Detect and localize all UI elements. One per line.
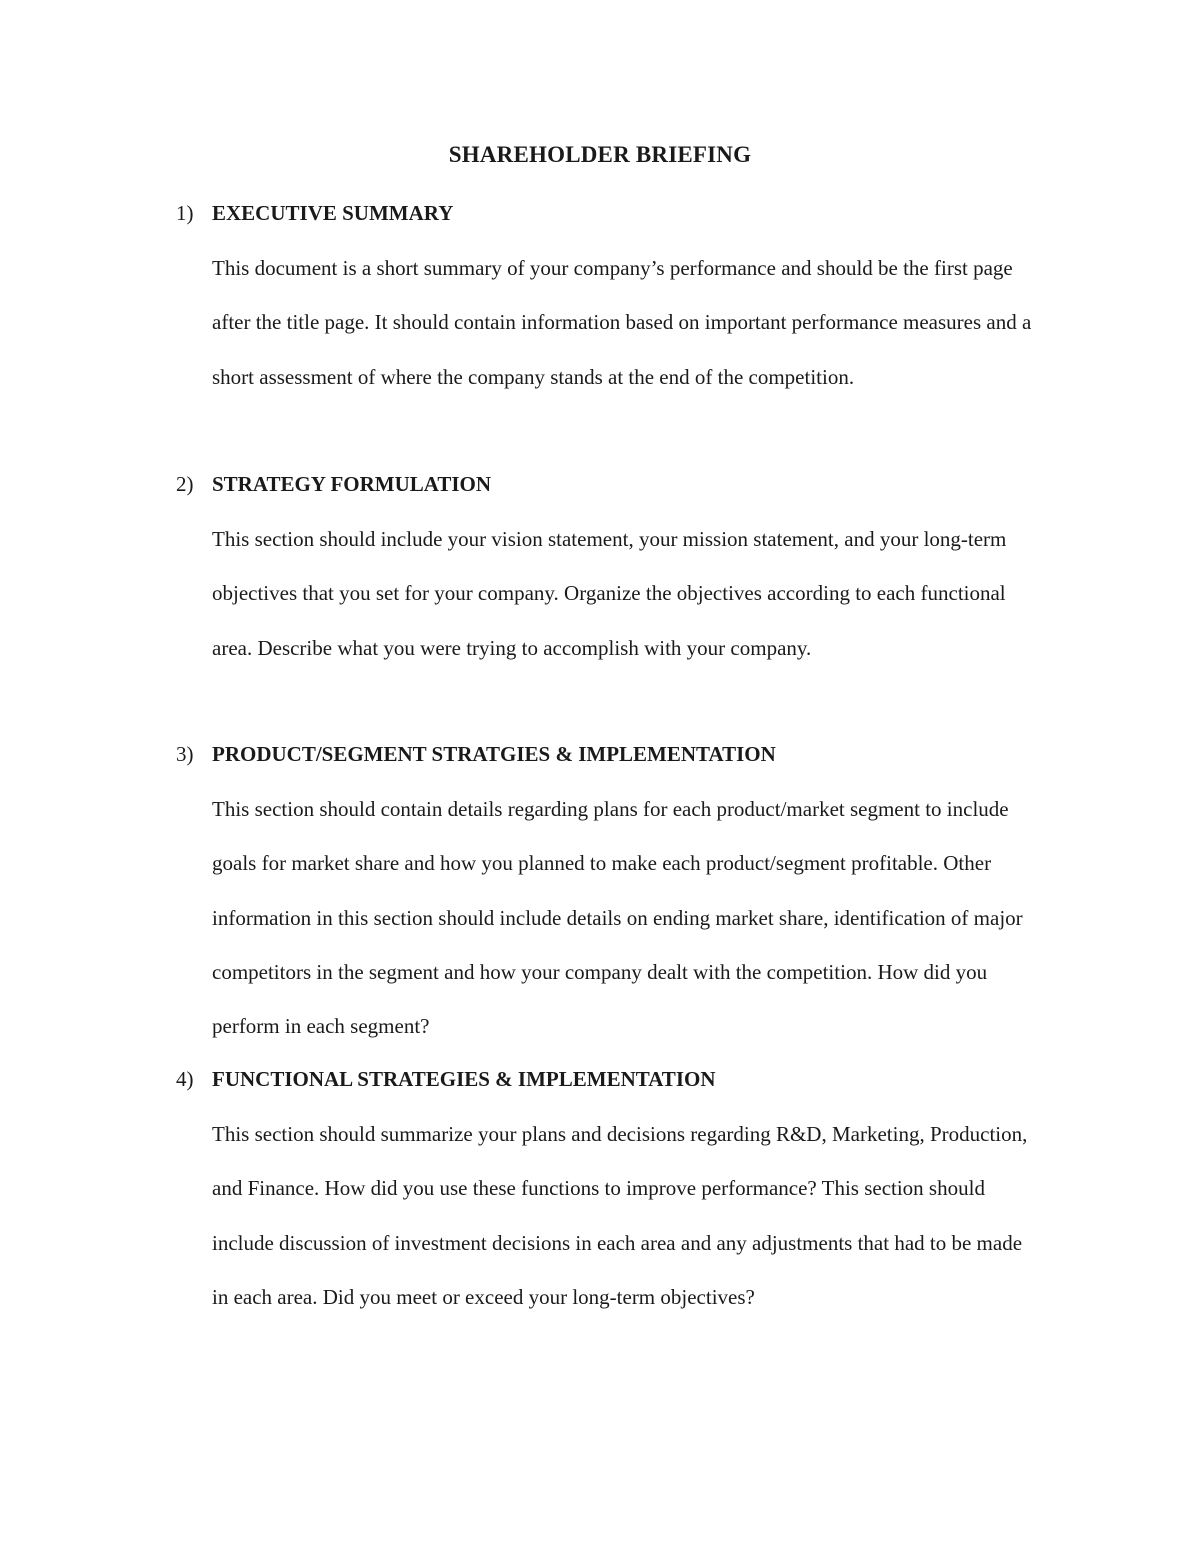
- section-number: 3): [176, 742, 194, 766]
- section-heading-product-segment: [176, 742, 776, 767]
- section-heading-functional-strategies: [176, 1067, 716, 1092]
- section-number: 1): [176, 201, 194, 225]
- section-number: 4): [176, 1067, 194, 1091]
- section-heading-executive-summary: [176, 201, 453, 226]
- section-title: FUNCTIONAL STRATEGIES & IMPLEMENTATION: [212, 1067, 716, 1091]
- section-body-product-segment: This section should contain details regarding plans for each product/market segment to include goals for market share and how you planned to make each product/segment profitable. Other information in this section should include details on ending market share, identification of major competitors in the segment and how your company dealt with the competition. How did you perform in each segment?: [212, 797, 1023, 1039]
- section-heading-strategy-formulation: [176, 472, 491, 497]
- section-body-executive-summary: This document is a short summary of your company’s performance and should be the first page after the title page. It should contain information based on important performance measures and a short assessment of where the company stands at the end of the competition.: [212, 256, 1032, 389]
- section-number: 2): [176, 472, 194, 496]
- section-body-functional-strategies: This section should summarize your plans and decisions regarding R&D, Marketing, Production, and Finance. How did you use these functions to improve performance? This section should include discussion of investment decisions in each area and any adjustments that had to be made in each area. Did you meet or exceed your long-term objectives?: [212, 1122, 1028, 1309]
- section-title: EXECUTIVE SUMMARY: [212, 201, 454, 225]
- section-title: STRATEGY FORMULATION: [212, 472, 492, 496]
- section-body-strategy-formulation: This section should include your vision statement, your mission statement, and your long-term objectives that you set for your company. Organize the objectives according to each functional area. Describe what you were trying to accomplish with your company.: [212, 527, 1007, 660]
- section-title: PRODUCT/SEGMENT STRATGIES & IMPLEMENTATION: [212, 742, 776, 766]
- document-title: SHAREHOLDER BRIEFING: [448, 142, 752, 167]
